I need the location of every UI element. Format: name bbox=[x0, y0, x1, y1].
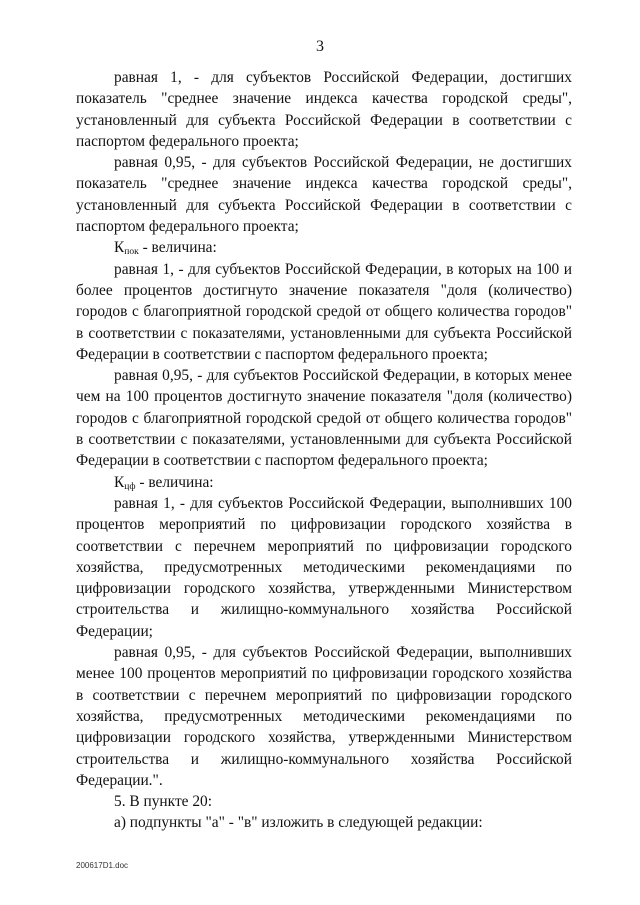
paragraph: равная 1, - для субъектов Российской Федерации, достигших показатель "среднее значение индекса качества городской среды", установленный для субъекта Российской Федерации в соответствии с паспортом федерального проекта; bbox=[76, 69, 572, 150]
coefficient-symbol: К bbox=[114, 239, 125, 257]
paragraph: равная 1, - для субъектов Российской Федерации, выполнивших 100 процентов мероприятий по цифровизации городского хозяйства в соответствии с перечнем мероприятий по цифровизации городского хозяйства, предусмотренных методическими рекомендациями по цифровизации городского хозяйства, утвержденными Министерством строительства и жилищно-коммунального хозяйства Российской Федерации; bbox=[76, 494, 572, 640]
document-body bbox=[76, 67, 572, 834]
coefficient-symbol: К bbox=[114, 473, 125, 491]
coefficient-heading: $К_{пок}$ - величина: bbox=[114, 239, 217, 258]
paragraph: равная 1, - для субъектов Российской Федерации, в которых на 100 и более процентов достигнуто значение показателя "доля (количество) городов с благоприятной городской средой от общего количества городов" в соответствии с показателями, установленными для субъекта Российской Федерации в соответствии с паспортом федерального проекта; bbox=[76, 260, 572, 363]
coefficient-subscript: цф bbox=[124, 481, 136, 492]
paragraph: 5. В пункте 20: bbox=[114, 793, 213, 811]
paragraph: равная 0,95, - для субъектов Российской Федерации, не достигших показатель "среднее значение индекса качества городской среды", установленный для субъекта Российской Федерации в соответствии с паспортом федерального проекта; bbox=[76, 154, 572, 236]
file-name-footer: 200617D1.doc bbox=[76, 861, 129, 870]
paragraph: равная 0,95, - для субъектов Российской Федерации, в которых менее чем на 100 процентов достигнуто значение показателя "доля (количество) городов с благоприятной городской средой от общего количества городов" в соответствии с показателями, установленными для субъекта Российской Федерации в соответствии с паспортом федерального проекта; bbox=[76, 367, 572, 470]
page-number: 3 bbox=[316, 38, 324, 55]
coefficient-heading: $К_{цф}$ - величина: bbox=[114, 473, 214, 492]
paragraph: равная 0,95, - для субъектов Российской Федерации, выполнивших менее 100 процентов мероприятий по цифровизации городского хозяйства в соответствии с перечнем мероприятий по цифровизации городского хозяйства, предусмотренных методическими рекомендациями по цифровизации городского хозяйства, утвержденными Министерством строительства и жилищно-коммунального хозяйства Российской Федерации.". bbox=[76, 644, 572, 789]
paragraph: а) подпункты "а" - "в" изложить в следующей редакции: bbox=[114, 814, 483, 832]
coefficient-subscript: пок bbox=[124, 247, 139, 258]
